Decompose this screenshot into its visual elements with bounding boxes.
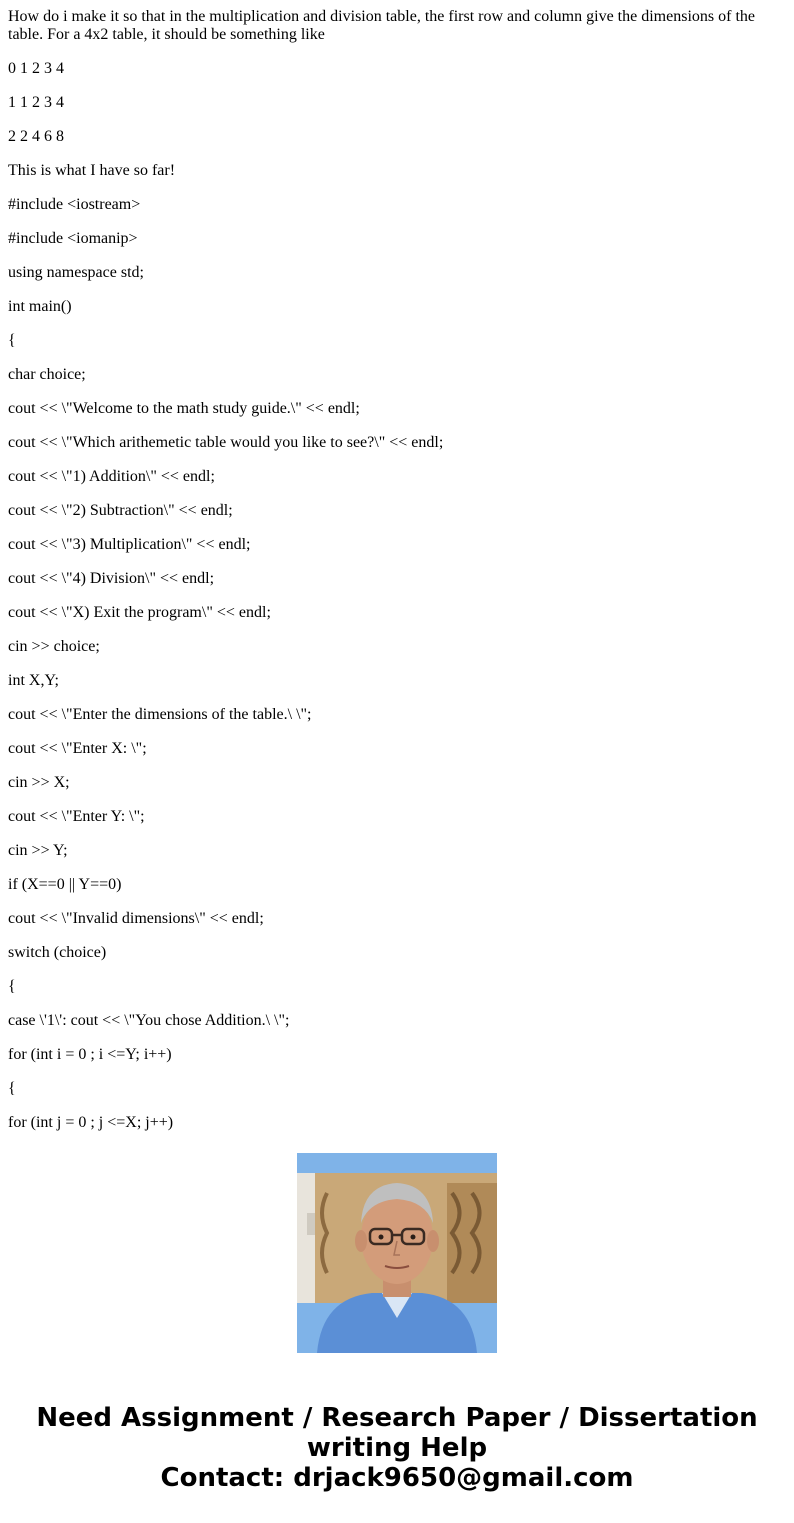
code-line: cout << \"2) Subtraction\" << endl; — [8, 502, 233, 519]
code-line: cin >> Y; — [8, 842, 68, 859]
contact-email: Contact: drjack9650@gmail.com — [160, 1463, 634, 1493]
question-line: 0 1 2 3 4 — [8, 60, 64, 77]
question-line: 1 1 2 3 4 — [8, 94, 64, 111]
code-line: cout << \"Enter X: \"; — [8, 740, 147, 757]
code-line: if (X==0 || Y==0) — [8, 876, 122, 893]
code-line: cout << \"Enter Y: \"; — [8, 808, 145, 825]
code-line: cout << \"Invalid dimensions\" << endl; — [8, 910, 264, 927]
code-line: switch (choice) — [8, 944, 107, 961]
code-line: cout << \"4) Division\" << endl; — [8, 570, 215, 587]
question-line: How do i make it so that in the multiplication and division table, the first row and column give the dimensions of the table. For a 4x2 table, it should be something like — [8, 8, 759, 43]
code-line: for (int j = 0 ; j <=X; j++) — [8, 1114, 174, 1131]
code-line: cin >> X; — [8, 774, 70, 791]
code-line: cout << \"X) Exit the program\" << endl; — [8, 604, 271, 621]
code-line: { — [8, 332, 16, 349]
code-line: cout << \"3) Multiplication\" << endl; — [8, 536, 251, 553]
code-line: cout << \"Which arithemetic table would you like to see?\" << endl; — [8, 434, 444, 451]
question-line: 2 2 4 6 8 — [8, 128, 64, 145]
banner-line: Need Assignment / Research Paper / Dissertation — [36, 1403, 758, 1433]
code-line: { — [8, 1080, 16, 1097]
code-line: int main() — [8, 298, 72, 315]
banner-line: writing Help — [306, 1433, 488, 1463]
code-line: case \'1\': cout << \"You chose Addition.\ \"; — [8, 1012, 290, 1029]
contact-banner — [0, 1403, 794, 1493]
code-line: cin >> choice; — [8, 638, 100, 655]
code-line: { — [8, 978, 16, 995]
code-line: cout << \"1) Addition\" << endl; — [8, 468, 215, 485]
question-line: This is what I have so far! — [8, 162, 176, 179]
code-line: #include <iomanip> — [8, 230, 138, 247]
code-line: int X,Y; — [8, 672, 59, 689]
code-line: cout << \"Welcome to the math study guide.\" << endl; — [8, 400, 360, 417]
avatar — [297, 1153, 497, 1353]
code-line: cout << \"Enter the dimensions of the table.\ \"; — [8, 706, 312, 723]
code-line: for (int i = 0 ; i <=Y; i++) — [8, 1046, 172, 1063]
code-line: #include <iostream> — [8, 196, 141, 213]
code-line: using namespace std; — [8, 264, 144, 281]
code-line: char choice; — [8, 366, 86, 383]
question-text — [8, 0, 786, 1131]
avatar-portrait — [297, 1153, 497, 1353]
